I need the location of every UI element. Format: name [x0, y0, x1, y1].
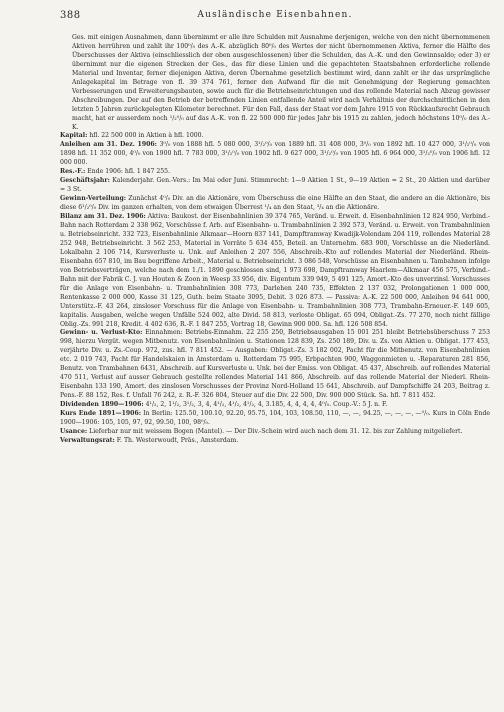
paragraph-label: Res.-F.:	[60, 168, 86, 176]
paragraph	[60, 437, 490, 446]
paragraph-label: Bilanz am 31. Dez. 1906:	[60, 213, 146, 221]
paragraph	[60, 401, 490, 410]
paragraph	[60, 168, 490, 177]
paragraph-label: Geschäftsjahr:	[60, 177, 110, 185]
paragraph-text: hfl. 22 500 000 in Aktien à hfl. 1000.	[89, 132, 204, 140]
paragraph-text: 3⁰/₀ von 1888 hfl. 5 080 000, 3¹/₂⁰/₀ von 1889 hfl. 31 408 000, 3⁰/₀ von 1892 hfl. 10 427 000, 3¹/₂⁰/₀ von 1898 hfl. 11 352 000, 4⁰/₀ von 1900 hfl. 7 783 000, 3¹/₂⁰/₀ von 1902 hfl. 9 627 000, 3¹/₂⁰/₀ von 1905 hfl. 6 964 000, 3¹/₂⁰/₀ von 1906 hfl. 12 000 000.	[60, 141, 491, 167]
paragraph-text: Einnahmen: Betriebs-Einnahm. 22 255 250, Betriebsausgaben 15 001 251 bleibt Betriebsüberschuss 7 253 998, hierzu Vergüt. wegen Mitbenutz. von Eisenbahnlinien u. Stationen 128 839, Zs. 250 189, Div. u. Zs. von Aktien u. Obligat. 177 453, verjährte Div. u. Zs.-Coup. 972, zus. hfl. 7 811 452. — Ausgaben: Obligat.-Zs. 3 182 002, Pacht für die Mitbenutz. von Eisenbahnlinien etc. 2 019 743, Pacht für Handelskaien in Amsterdam u. Rotterdam 75 995, Erbpachten 900, Waggonmieten u. -Reparaturen 281 856, Benutz. von Trambahnen 6431, Abschreib. auf Kursverluste u. Unk. bei der Emiss. von Obligat. 45 437, Abschreib. auf rollendes Material 470 511, Verlust auf ausser Gebrauch gestellte rollendes Material 141 866, Abschreib. auf das rollende Material der Niederl. Rhein-Eisenbahn 133 190, Amort. des zinslosen Vorschusses der Provinz Nord-Holland 15 641, Abschreib. auf Dampfschiffe 24 203, Beitrag z. Pens.-F. 88 152, Res. f. Unfall 76 242, z. R.-F. 326 804, Steuer auf die Div. 22 500, Div. 900 000 Stück. Sa. hfl. 7 811 452.	[60, 329, 490, 400]
paragraph	[60, 195, 490, 213]
paragraph	[60, 141, 490, 168]
paragraph-label: Usance:	[60, 427, 88, 435]
paragraph-label: Kapital:	[60, 132, 88, 140]
paragraph-label: Gewinn- u. Verlust-Kto:	[60, 329, 143, 337]
paragraph-label: Dividenden 1890—1906:	[60, 401, 144, 409]
paragraph	[60, 177, 490, 195]
page-number: 388	[60, 10, 81, 21]
paragraph	[60, 329, 490, 401]
paragraph-label: Anleihen am 31. Dez. 1906:	[60, 141, 157, 149]
paragraph-text: Ende 1906: hfl. 1 847 255.	[87, 168, 171, 176]
paragraph	[60, 410, 490, 428]
paragraph-text: F. Th. Westerwoudt, Präs., Amsterdam.	[116, 436, 239, 444]
paragraph	[60, 213, 490, 329]
paragraph	[60, 428, 490, 437]
paragraph-text: 4¹/₂, 2, 1¹/₂, 3¹/₂, 3, 4, 4¹/₂, 4¹/₂, 4¹/₂, 4, 3.185, 4, 4, 4, 4, 4⁰/₀. Coup.-V.: 5 J. n. F.	[145, 401, 388, 409]
paragraph	[60, 132, 490, 141]
paragraph-label: Kurs Ende 1891—1906:	[60, 410, 141, 418]
running-title: Ausländische Eisenbahnen.	[197, 10, 353, 20]
document-body	[60, 34, 490, 446]
paragraph-text: Aktiva: Baukost. der Eisenbahnlinien 39 374 765, Veränd. u. Erweit. d. Eisenbahnlinien 12 824 950, Verbind.-Bahn nach Rotterdam 2 338 962, Vorschüsse f. Arb. auf Eisenbahn- u. Trambahnlinien 2 392 573, Veränd. u. Erweit. von Trambahnlinien u. Betriebseinricht. 332 723, Eisenbahnlinie Alkmaar—Hoorn 837 141, Dampftramway Kwadijk-Volendam 204 119, rollendes Material 28 252 948, Betriebseinricht. 3 562 253, Material in Vorräte 5 634 455, Beteil. an Unternehm. 683 900, Vorschüsse an die Niederländ. Lokalbahn 2 106 714, Kursverluste u. Unk. auf Anleihen 2 207 556, Abschreib.-Kto auf rollendes Material der Niederländ. Rhein-Eisenbahn 657 810, im Bau begriffene Arbeit., Material u. Betriebseinricht. 3 086 548, Vorschüsse an Eisenbahnen u. Tambahnen infolge von Betriebsverträgen, welche nach dem 1./1. 1890 geschlossen sind, 1 973 698, Dampftramway Haarlem—Alkmaar 456 575, Verbind.-Bahn mit der Fabrik C. J. van Houten & Zoon in Weesp 33 956, div. Eigentum 339 949, 5 491 125, Amort.-Kto des unverzinsl. Vorschusses für die Anlage von Eisenbahn- u. Trambahnlinien 308 773, Darlehen 240 735, Effekten 2 137 032, Prolongationen 1 000 000, Rentenkasse 2 000 000, Kasse 31 125, Guth. beim Staate 3095, Debit. 3 026 873. — Passiva: A.-K. 22 500 000, Anleihen 94 641 000, Unterstütz.-F. 43 264, zinsloser Vorschuss für die Anlage von Eisenbahn- u. Trambahnlinien 308 773, Trambahn-Erneuer.-F. 149 605, kapitalis. Ausgaben, welche wegen Unfälle 524 002, alte Divid. 58 813, verloste Obligat. 65 094, Obligat.-Zs. 77 270, noch nicht fällige Oblig.-Zs. 991 218, Kredit. 4 402 636, R.-F. 1 847 255, Vortrag 18, Gewinn 900 000. Sa. hfl. 126 508 854.	[60, 213, 490, 328]
paragraph-text: In Berlin: 125.50, 100.10, 92.20, 95.75, 104, 103, 108.50, 110, —, —, 94.25, —, —, —, —⁰/₀. Kurs in Cöln Ende 1900—1906: 105, 105, 97, 92, 99.50, 100, 98⁰/₀.	[60, 410, 491, 426]
paragraph-text: Ges. mit einigen Ausnahmen, dann übernimmt er alle ihre Schulden mit Ausnahme derjenigen, welche von den nicht übernommenen Aktiven herrühren und zahlt ihr 100⁰/₀ des A.-K. abzüglich 80⁰/₀ des Wertes der nicht übernommenen Aktiva, ferner die Hälfte des Überschusses der Aktiva (einschliesslich der oben ausgeschlossenen) über die Schulden, das A.-K. und den Gewinnsaldo; oder 3) er übernimmt nur die eigenen Strecken der Ges., das für diese Linien und die gepachteten Staatsbahnen erforderliche rollende Material und Inventar, ferner diejenigen Aktiva, deren Übernahme gesetzlich bestimmt wird, dann zahlt er ihr das ursprüngliche Anlagekapital im Betrage von fl. 39 374 761, ferner den Aufwand für die mit Genehmigung der Regierung gemachten Verbesserungen und Erweiterungsbauten, sowie auch für die Betriebseinrichtungen und das rollende Material nach Abzug gewisser Abschreibungen. Der auf den Betrieb der betreffenden Linien entfallende Anteil wird nach Verhältnis der durchschnittlichen in den letzten 5 Jahren zurückgelegten Kilometer berechnet. Für den Fall, dass der Staat vor dem Jahre 1915 von Rückkaufsrecht Gebrauch macht, hat er ausserdem noch ¹/₂⁰/₀ auf das A.-K. von fl. 22 500 000 für jedes Jahr bis 1915 zu zahlen, jedoch höchstens 10⁰/₀ des A.-K.	[72, 34, 490, 131]
paragraph-text: Lieferbar nur mit weissem Bogen (Mantel). — Der Div.-Schein wird auch nach dem 31. 12. bis zur Zahlung mitgeliefert.	[89, 427, 463, 435]
paragraph-text: Kalenderjahr. Gen.-Vers.: Im Mai oder Juni. Stimmrecht: 1—9 Aktien 1 St., 9—19 Aktien = 2 St., 20 Aktien und darüber = 3 St.	[60, 177, 490, 194]
paragraph-label: Gewinn-Verteilung:	[60, 195, 127, 203]
paragraph-text: Zunächst 4⁰/₀ Div. an die Aktionäre, vom Überschuss die eine Hälfte an den Staat, die andere an die Aktionäre, bis diese 6¹/₂⁰/₀ Div. im ganzen erhalten, von dem etwaigen Überrest ¹/₄ an den Staat, ³/₄ an die Aktionäre.	[60, 195, 491, 212]
paragraph	[60, 34, 490, 132]
running-header	[60, 10, 490, 24]
paragraph-label: Verwaltungsrat:	[60, 436, 115, 444]
